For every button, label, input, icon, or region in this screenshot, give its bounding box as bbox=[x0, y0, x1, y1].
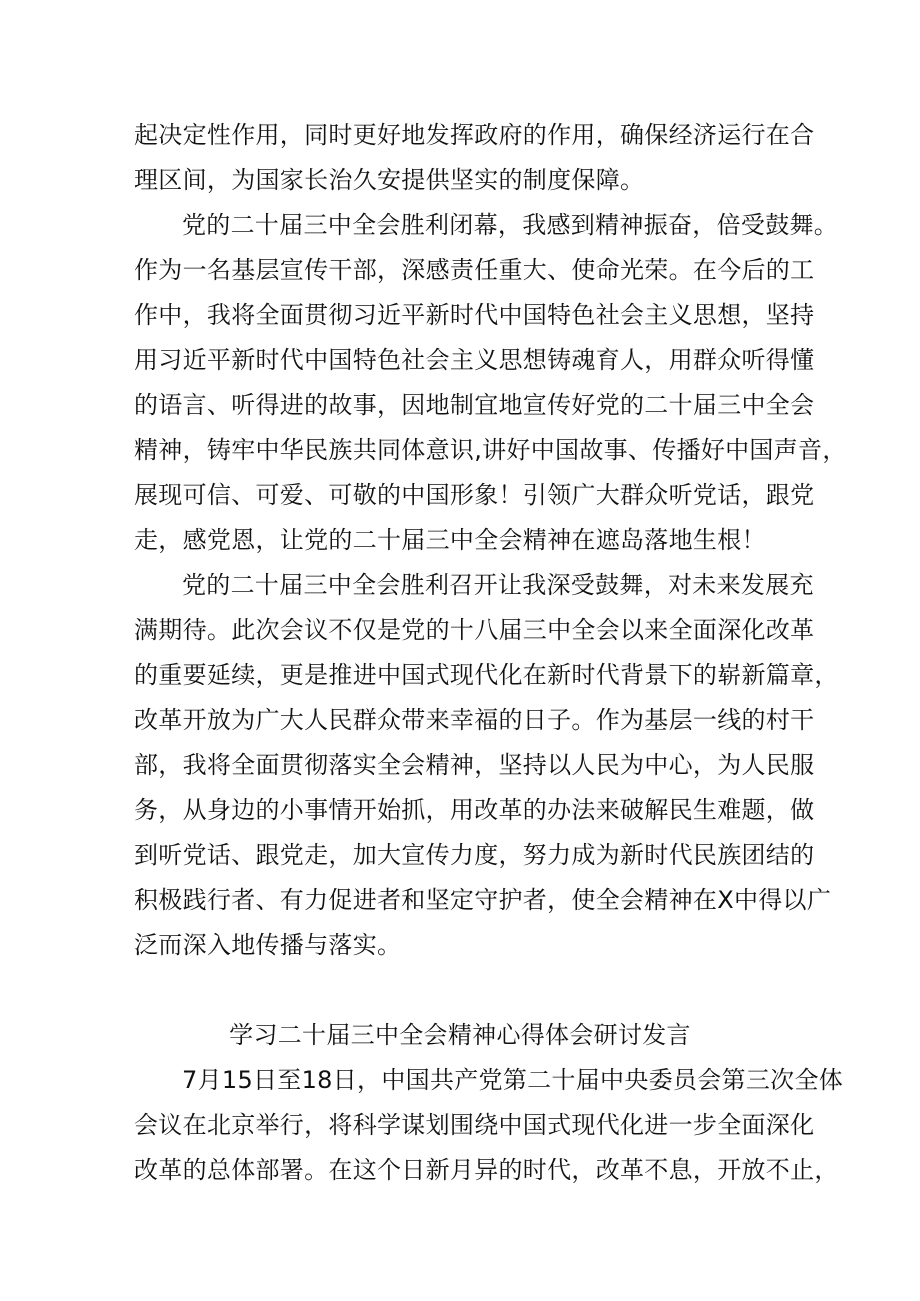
paragraph-line: 展现可信、可爱、可敬的中国形象！引领广大群众听党话，跟党 bbox=[134, 481, 815, 509]
paragraph-line: 党的二十届三中全会胜利召开让我深受鼓舞，对未来发展充 bbox=[182, 571, 814, 599]
paragraph-line: 党的二十届三中全会胜利闭幕，我感到精神振奋，倍受鼓舞。 bbox=[182, 211, 839, 239]
paragraph-line: 改革的总体部署。在这个日新月异的时代，改革不息，开放不止， bbox=[134, 1156, 839, 1184]
paragraph-line: 满期待。此次会议不仅是党的十八届三中全会以来全面深化改革 bbox=[134, 616, 815, 644]
paragraph-line: 的语言、听得进的故事，因地制宜地宣传好党的二十届三中全会 bbox=[134, 391, 815, 419]
paragraph-line: 理区间，为国家长治久安提供坚实的制度保障。 bbox=[134, 166, 645, 194]
paragraph-line: 部，我将全面贯彻落实全会精神，坚持以人民为中心，为人民服 bbox=[134, 751, 815, 779]
section-title: 学习二十届三中全会精神心得体会研讨发言 bbox=[229, 1021, 691, 1049]
paragraph-line: 7月15日至18日，中国共产党第二十届中央委员会第三次全体 bbox=[182, 1066, 844, 1094]
paragraph-line: 务，从身边的小事情开始抓，用改革的办法来破解民生难题，做 bbox=[134, 796, 815, 824]
paragraph-line: 精神，铸牢中华民族共同体意识,讲好中国故事、传播好中国声音， bbox=[134, 436, 847, 464]
paragraph-line: 到听党话、跟党走，加大宣传力度，努力成为新时代民族团结的 bbox=[134, 841, 815, 869]
paragraph-line: 改革开放为广大人民群众带来幸福的日子。作为基层一线的村干 bbox=[134, 706, 815, 734]
paragraph-line: 作为一名基层宣传干部，深感责任重大、使命光荣。在今后的工 bbox=[134, 256, 815, 284]
paragraph-line: 泛而深入地传播与落实。 bbox=[134, 931, 402, 959]
paragraph-line: 会议在北京举行，将科学谋划围绕中国式现代化进一步全面深化 bbox=[134, 1111, 815, 1139]
paragraph-line: 起决定性作用，同时更好地发挥政府的作用，确保经济运行在合 bbox=[134, 121, 815, 149]
paragraph-line: 作中，我将全面贯彻习近平新时代中国特色社会主义思想，坚持 bbox=[134, 301, 815, 329]
paragraph-line: 的重要延续，更是推进中国式现代化在新时代背景下的崭新篇章， bbox=[134, 661, 839, 689]
paragraph-line: 积极践行者、有力促进者和坚定守护者，使全会精神在X中得以广 bbox=[134, 886, 832, 914]
paragraph-line: 走，感党恩，让党的二十届三中全会精神在遮岛落地生根！ bbox=[134, 526, 766, 554]
paragraph-line: 用习近平新时代中国特色社会主义思想铸魂育人，用群众听得懂 bbox=[134, 346, 815, 374]
